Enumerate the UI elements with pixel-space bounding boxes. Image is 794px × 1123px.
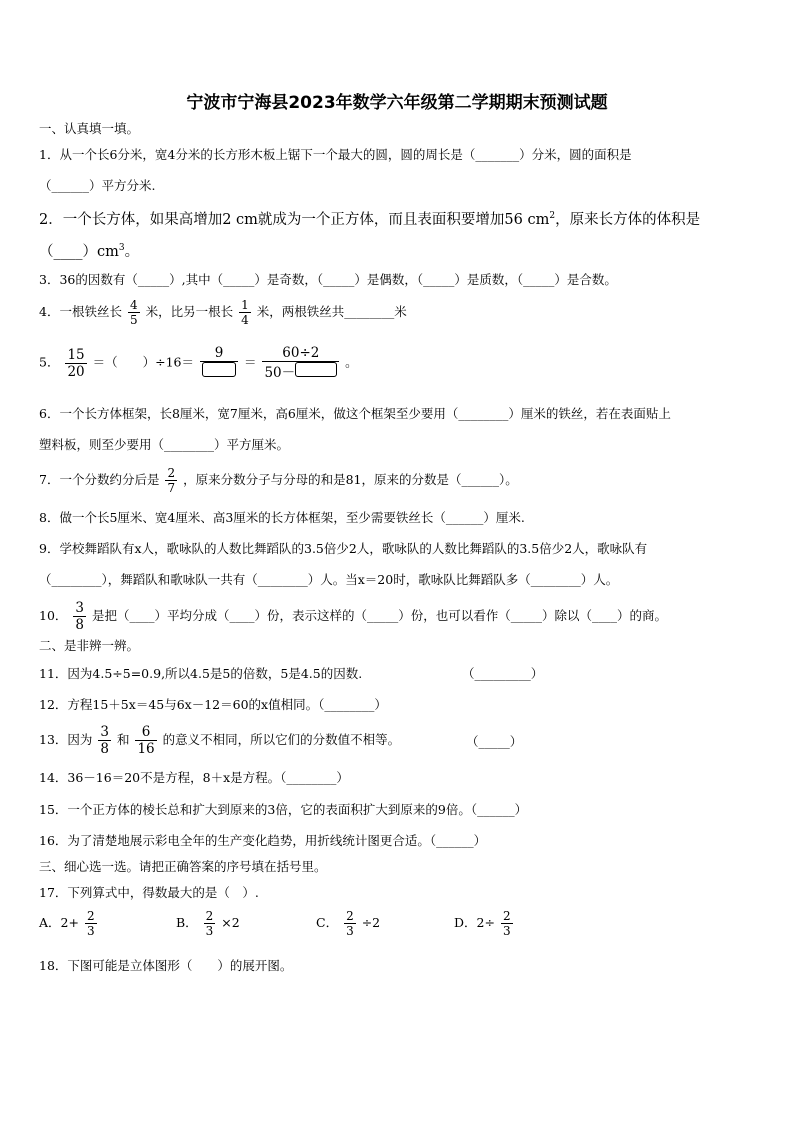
page-title: 宁波市宁海县2023年数学六年级第二学期期末预测试题 — [186, 93, 608, 113]
fraction — [344, 909, 356, 938]
denominator — [262, 361, 339, 381]
denominator: 3 — [502, 924, 511, 938]
question-5-equation: ＝（ ）÷16＝ — [92, 354, 194, 370]
question-12: 12．方程15＋5x＝45与6x－12＝60的x值相同。（________） — [39, 697, 387, 712]
question-2-text: 2．一个长方体，如果高增加2 cm就成为一个正方体，而且表面积要增加56 cm — [39, 211, 550, 228]
numerator: 1 — [241, 298, 249, 312]
option-c-label: C． — [316, 915, 339, 930]
question-10 — [39, 600, 667, 633]
question-9-line-2: （________），舞蹈队和歌咏队一共有（________）人。当x＝20时，歌咏队比舞蹈队多（________）人。 — [39, 572, 619, 587]
numerator: 2 — [86, 909, 95, 923]
numerator: 2 — [346, 909, 354, 923]
question-13-text: 13．因为 — [39, 732, 93, 747]
question-7-text: 7．一个分数约分后是 — [39, 472, 160, 487]
numerator: 9 — [214, 345, 224, 361]
question-18: 18．下图可能是立体图形（ ）的展开图。 — [39, 958, 293, 973]
section-2-heading: 二、是非辨一辨。 — [39, 638, 140, 653]
question-17: 17．下列算式中，得数最大的是（ ）. — [39, 885, 259, 900]
question-7-text-end: ，原来分数分子与分母的和是81，原来的分数是（______）。 — [183, 472, 518, 487]
question-4 — [39, 298, 407, 327]
fraction-with-blank — [200, 345, 238, 381]
numerator: 2 — [167, 466, 176, 480]
question-1-line-1: 1．从一个长6分米，宽4分米的长方形木板上锯下一个最大的圆，圆的周长是（_______）分米，圆的面积是 — [39, 147, 632, 162]
superscript: 3 — [118, 243, 125, 253]
question-2-line-1 — [39, 207, 700, 229]
fraction — [501, 909, 513, 938]
fraction — [135, 724, 156, 757]
denominator: 8 — [100, 741, 109, 757]
option-d-label: D．2÷ — [454, 915, 495, 930]
numerator: 15 — [67, 346, 85, 363]
option-d[interactable] — [454, 909, 515, 938]
question-2-text-tail: ，原来长方体的体积是 — [555, 211, 701, 228]
question-9-line-1: 9．学校舞蹈队有x人，歌咏队的人数比舞蹈队的3.5倍少2人，歌咏队的人数比舞蹈队的3.5倍少2人，歌咏队有 — [39, 541, 648, 556]
question-6-line-2: 塑料板，则至少要用（________）平方厘米。 — [39, 437, 290, 452]
question-5-end: 。 — [345, 354, 358, 370]
option-b[interactable] — [176, 909, 240, 938]
option-a[interactable] — [39, 909, 99, 938]
equals-sign: ＝ — [243, 354, 257, 370]
denominator: 7 — [167, 481, 176, 495]
option-c[interactable] — [316, 909, 380, 938]
question-3: 3．36的因数有（_____）,其中（_____）是奇数，（_____）是偶数，（_____）是质数，（_____）是合数。 — [39, 272, 617, 287]
question-14: 14．36－16＝20不是方程，8＋x是方程。（________） — [39, 770, 349, 785]
fraction-with-blank — [262, 345, 339, 381]
option-b-operator: ×2 — [221, 915, 240, 930]
question-8: 8．做一个长5厘米、宽4厘米、高3厘米的长方体框架，至少需要铁丝长（______）厘米. — [39, 510, 525, 525]
fraction — [65, 347, 86, 380]
option-b-label: B． — [176, 915, 198, 930]
question-13-and: 和 — [116, 732, 130, 747]
question-5-number: 5． — [39, 354, 60, 370]
section-3-heading: 三、细心选一选。请把正确答案的序号填在括号里。 — [39, 859, 327, 874]
question-2-end: 。 — [124, 243, 140, 260]
question-1-line-2: （______）平方分米. — [39, 178, 156, 193]
question-4-text: 4．一根铁丝长 — [39, 304, 122, 319]
fraction — [98, 724, 111, 757]
numerator: 3 — [75, 600, 84, 616]
numerator: 2 — [205, 909, 214, 923]
question-5 — [39, 345, 358, 381]
question-4-text-mid: 米，比另一根长 — [145, 304, 234, 319]
denominator-text: 50－ — [264, 365, 296, 381]
question-4-text-end: 米，两根铁丝共________米 — [256, 304, 407, 319]
numerator: 60÷2 — [282, 345, 320, 361]
numerator: 2 — [502, 909, 511, 923]
numerator: 3 — [100, 724, 109, 740]
question-13 — [39, 724, 400, 757]
numerator: 6 — [141, 724, 151, 740]
question-13-answer-blank[interactable]: （_____） — [466, 734, 523, 749]
denominator: 20 — [67, 363, 85, 380]
denominator: 4 — [241, 313, 249, 327]
fraction — [73, 600, 86, 633]
fraction — [128, 298, 140, 327]
denominator: 3 — [205, 924, 214, 938]
fraction — [239, 298, 251, 327]
denominator: 16 — [137, 741, 155, 757]
question-2-answer-text: （____）cm — [39, 243, 119, 260]
question-16: 16．为了清楚地展示彩电全年的生产变化趋势，用折线统计图更合适。（______） — [39, 833, 487, 848]
section-1-heading: 一、认真填一填。 — [39, 121, 140, 136]
denominator: 3 — [86, 924, 95, 938]
answer-box[interactable] — [202, 362, 236, 377]
denominator: 3 — [346, 924, 354, 938]
question-2-line-2 — [39, 239, 139, 261]
question-11-answer-blank[interactable]: （_________） — [462, 666, 544, 681]
question-13-text-end: 的意义不相同，所以它们的分数值不相等。 — [162, 732, 401, 747]
question-11: 11．因为4.5÷5=0.9,所以4.5是5的倍数，5是4.5的因数. — [39, 666, 363, 681]
answer-box[interactable] — [295, 362, 337, 377]
question-15: 15．一个正方体的棱长总和扩大到原来的3倍，它的表面积扩大到原来的9倍。（______） — [39, 802, 528, 817]
option-c-operator: ÷2 — [361, 915, 381, 930]
fraction — [85, 909, 97, 938]
denominator-blank — [200, 361, 238, 381]
fraction — [165, 466, 177, 495]
numerator: 4 — [129, 298, 138, 312]
denominator: 8 — [75, 617, 84, 633]
superscript: 2 — [549, 211, 556, 221]
question-10-number: 10． — [39, 608, 68, 623]
question-7 — [39, 466, 518, 495]
question-10-text: 是把（____）平均分成（____）份，表示这样的（_____）份，也可以看作（_____）除以（____）的商。 — [91, 608, 667, 623]
option-a-label: A．2+ — [39, 915, 79, 930]
question-6-line-1: 6．一个长方体框架，长8厘米，宽7厘米，高6厘米，做这个框架至少要用（________）厘米的铁丝，若在表面贴上 — [39, 406, 671, 421]
denominator: 5 — [129, 313, 138, 327]
fraction — [204, 909, 216, 938]
